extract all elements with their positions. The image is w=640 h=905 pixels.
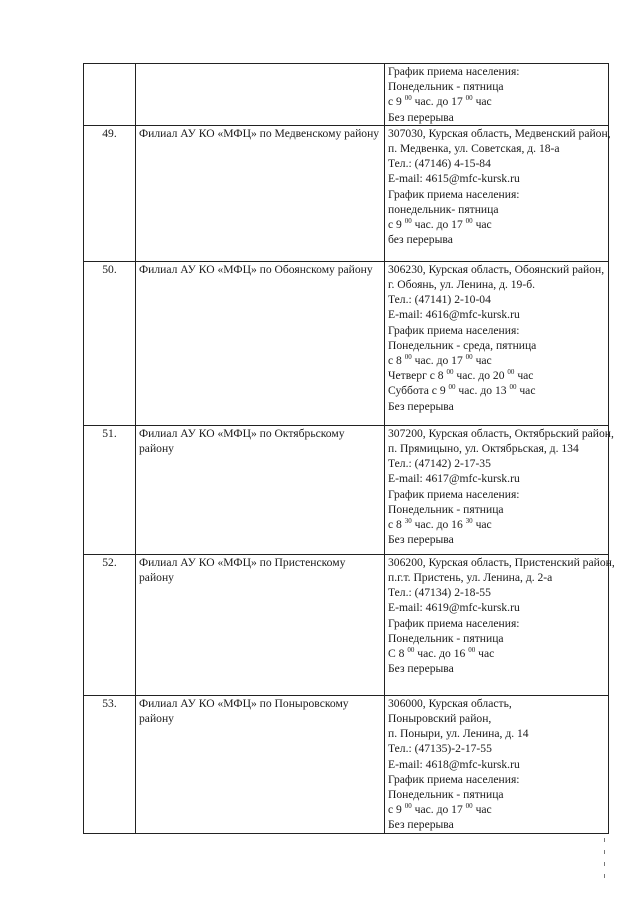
row-number-cell [84,554,136,695]
info-line: E-mail: 4619@mfc-kursk.ru [388,601,520,615]
schedule-start: с 9 [388,95,402,109]
info-line: 306200, Курская область, Пристенский район, [388,555,615,569]
info-line: Тел.: (47142) 2-17-35 [388,457,491,471]
schedule-line [388,353,605,368]
schedule-start-minutes: 00 [404,217,412,226]
schedule-end: час. до 16 [411,518,463,532]
info-line: E-mail: 4616@mfc-kursk.ru [388,308,520,322]
table-row [84,425,609,554]
info-line: г. Обоянь, ул. Ленина, д. 19-б. [388,278,536,292]
schedule-start-minutes: 00 [404,802,412,811]
schedule-end-minutes: 00 [509,383,517,392]
break-note: Без перерыва [388,399,454,413]
schedule-unit: час [472,218,492,232]
table-row [84,695,609,833]
schedule-start-minutes: 00 [404,94,412,103]
contact-info-cell [385,554,615,695]
branches-table [83,63,615,834]
info-line: Поныровский район, [388,712,492,726]
schedule-start: Четверг с 8 [388,369,444,383]
info-line: График приема населения: [388,772,520,786]
schedule-start: Суббота с 9 [388,384,446,398]
branch-name-cell [136,261,385,425]
break-note: Без перерыва [388,533,454,547]
branch-name-cell [136,554,385,695]
break-note: Без перерыва [388,818,454,832]
schedule-start-minutes: 30 [404,517,412,526]
branch-name-cell [136,125,385,261]
branch-name: Филиал АУ КО «МФЦ» по Обоянскому району [139,262,373,276]
row-number-cell [84,261,136,425]
schedule-unit: час [472,518,492,532]
schedule-line [388,517,605,532]
info-line: п.г.т. Пристень, ул. Ленина, д. 2-а [388,571,553,585]
info-line: Понедельник - среда, пятница [388,338,537,352]
info-line: п. Прямицыно, ул. Октябрьская, д. 134 [388,442,579,456]
schedule-start: С 8 [388,647,405,661]
branch-name-cell [136,695,385,833]
branch-name-cell [136,425,385,554]
schedule-end-minutes: 00 [468,646,476,655]
info-line: понедельник- пятница [388,202,499,216]
info-line: Тел.: (47146) 4-15-84 [388,157,491,171]
info-line: 307200, Курская область, Октябрьский район, [388,426,614,440]
schedule-start-minutes: 00 [407,646,415,655]
table-body [84,64,615,834]
break-note: Без перерыва [388,110,454,124]
info-line: 307030, Курская область, Медвенский район, [388,126,611,140]
schedule-line [388,368,605,383]
schedule-start-minutes: 00 [448,383,456,392]
schedule-end-minutes: 00 [465,94,473,103]
schedule-end-minutes: 00 [465,217,473,226]
info-line: 306000, Курская область, [388,696,512,710]
table-row [84,554,609,695]
row-number: 53. [102,696,117,710]
schedule-end: час. до 13 [455,384,507,398]
row-number-cell [84,695,136,833]
scan-edge-marks [604,838,606,888]
break-note: Без перерыва [388,662,454,676]
table-row [84,261,609,425]
schedule-start-minutes: 00 [404,353,412,362]
schedule-unit: час [516,384,536,398]
info-line: Понедельник - пятница [388,80,504,94]
info-line: Тел.: (47134) 2-18-55 [388,586,491,600]
schedule-line [388,802,605,817]
info-line: График приема населения: [388,616,520,630]
row-number-cell [84,125,136,261]
info-line: Понедельник - пятница [388,788,504,802]
schedule-unit: час [472,803,492,817]
info-line: п. Поныри, ул. Ленина, д. 14 [388,727,529,741]
info-line: График приема населения: [388,487,520,501]
info-line: Тел.: (47135)-2-17-55 [388,742,492,756]
contact-info-cell [385,261,609,425]
row-number: 49. [102,126,117,140]
schedule-unit: час [514,369,534,383]
schedule-start: с 8 [388,518,402,532]
info-line: Тел.: (47141) 2-10-04 [388,293,491,307]
table-row-continued [84,64,609,126]
row-number: 52. [102,555,117,569]
schedule-end: час. до 16 [414,647,466,661]
schedule-unit: час [475,647,495,661]
contact-info-cell [385,64,609,126]
table-row [84,125,609,261]
branch-name-cell [136,64,385,126]
row-number: 51. [102,426,117,440]
break-note: без перерыва [388,233,453,247]
schedule-unit: час [472,95,492,109]
schedule-end-minutes: 00 [507,368,515,377]
schedule-start-minutes: 00 [446,368,454,377]
schedule-end: час. до 20 [453,369,505,383]
branch-name: Филиал АУ КО «МФЦ» по Пристенскому району [139,555,346,585]
contact-info-cell [385,695,609,833]
info-line: График приема населения: [388,65,520,78]
schedule-unit: час [472,354,492,368]
schedule-end-minutes: 30 [465,517,473,526]
row-number-cell [84,64,136,126]
info-line: 306230, Курская область, Обоянский район, [388,262,605,276]
contact-info-cell [385,125,609,261]
info-line: п. Медвенка, ул. Советская, д. 18-а [388,142,560,156]
info-line: E-mail: 4615@mfc-kursk.ru [388,172,520,186]
info-line: График приема населения: [388,187,520,201]
schedule-end: час. до 17 [411,218,463,232]
schedule-end: час. до 17 [411,354,463,368]
schedule-line [388,646,605,661]
schedule-line [388,217,605,232]
branch-name: Филиал АУ КО «МФЦ» по Поныровскому району [139,696,349,726]
schedule-line [388,383,605,398]
info-line: График приема населения: [388,323,520,337]
schedule-start: с 9 [388,218,402,232]
schedule-line [388,94,605,109]
schedule-end: час. до 17 [411,803,463,817]
schedule-end-minutes: 00 [465,353,473,362]
info-line: Понедельник - пятница [388,631,504,645]
schedule-start: с 9 [388,803,402,817]
schedule-start: с 8 [388,354,402,368]
schedule-end: час. до 17 [411,95,463,109]
info-line: E-mail: 4618@mfc-kursk.ru [388,757,520,771]
branch-name: Филиал АУ КО «МФЦ» по Октябрьскому району [139,426,345,456]
info-line: E-mail: 4617@mfc-kursk.ru [388,472,520,486]
info-line: Понедельник - пятница [388,502,504,516]
contact-info-cell [385,425,614,554]
row-number-cell [84,425,136,554]
schedule-end-minutes: 00 [465,802,473,811]
row-number: 50. [102,262,117,276]
branch-name: Филиал АУ КО «МФЦ» по Медвенскому району [139,126,380,140]
